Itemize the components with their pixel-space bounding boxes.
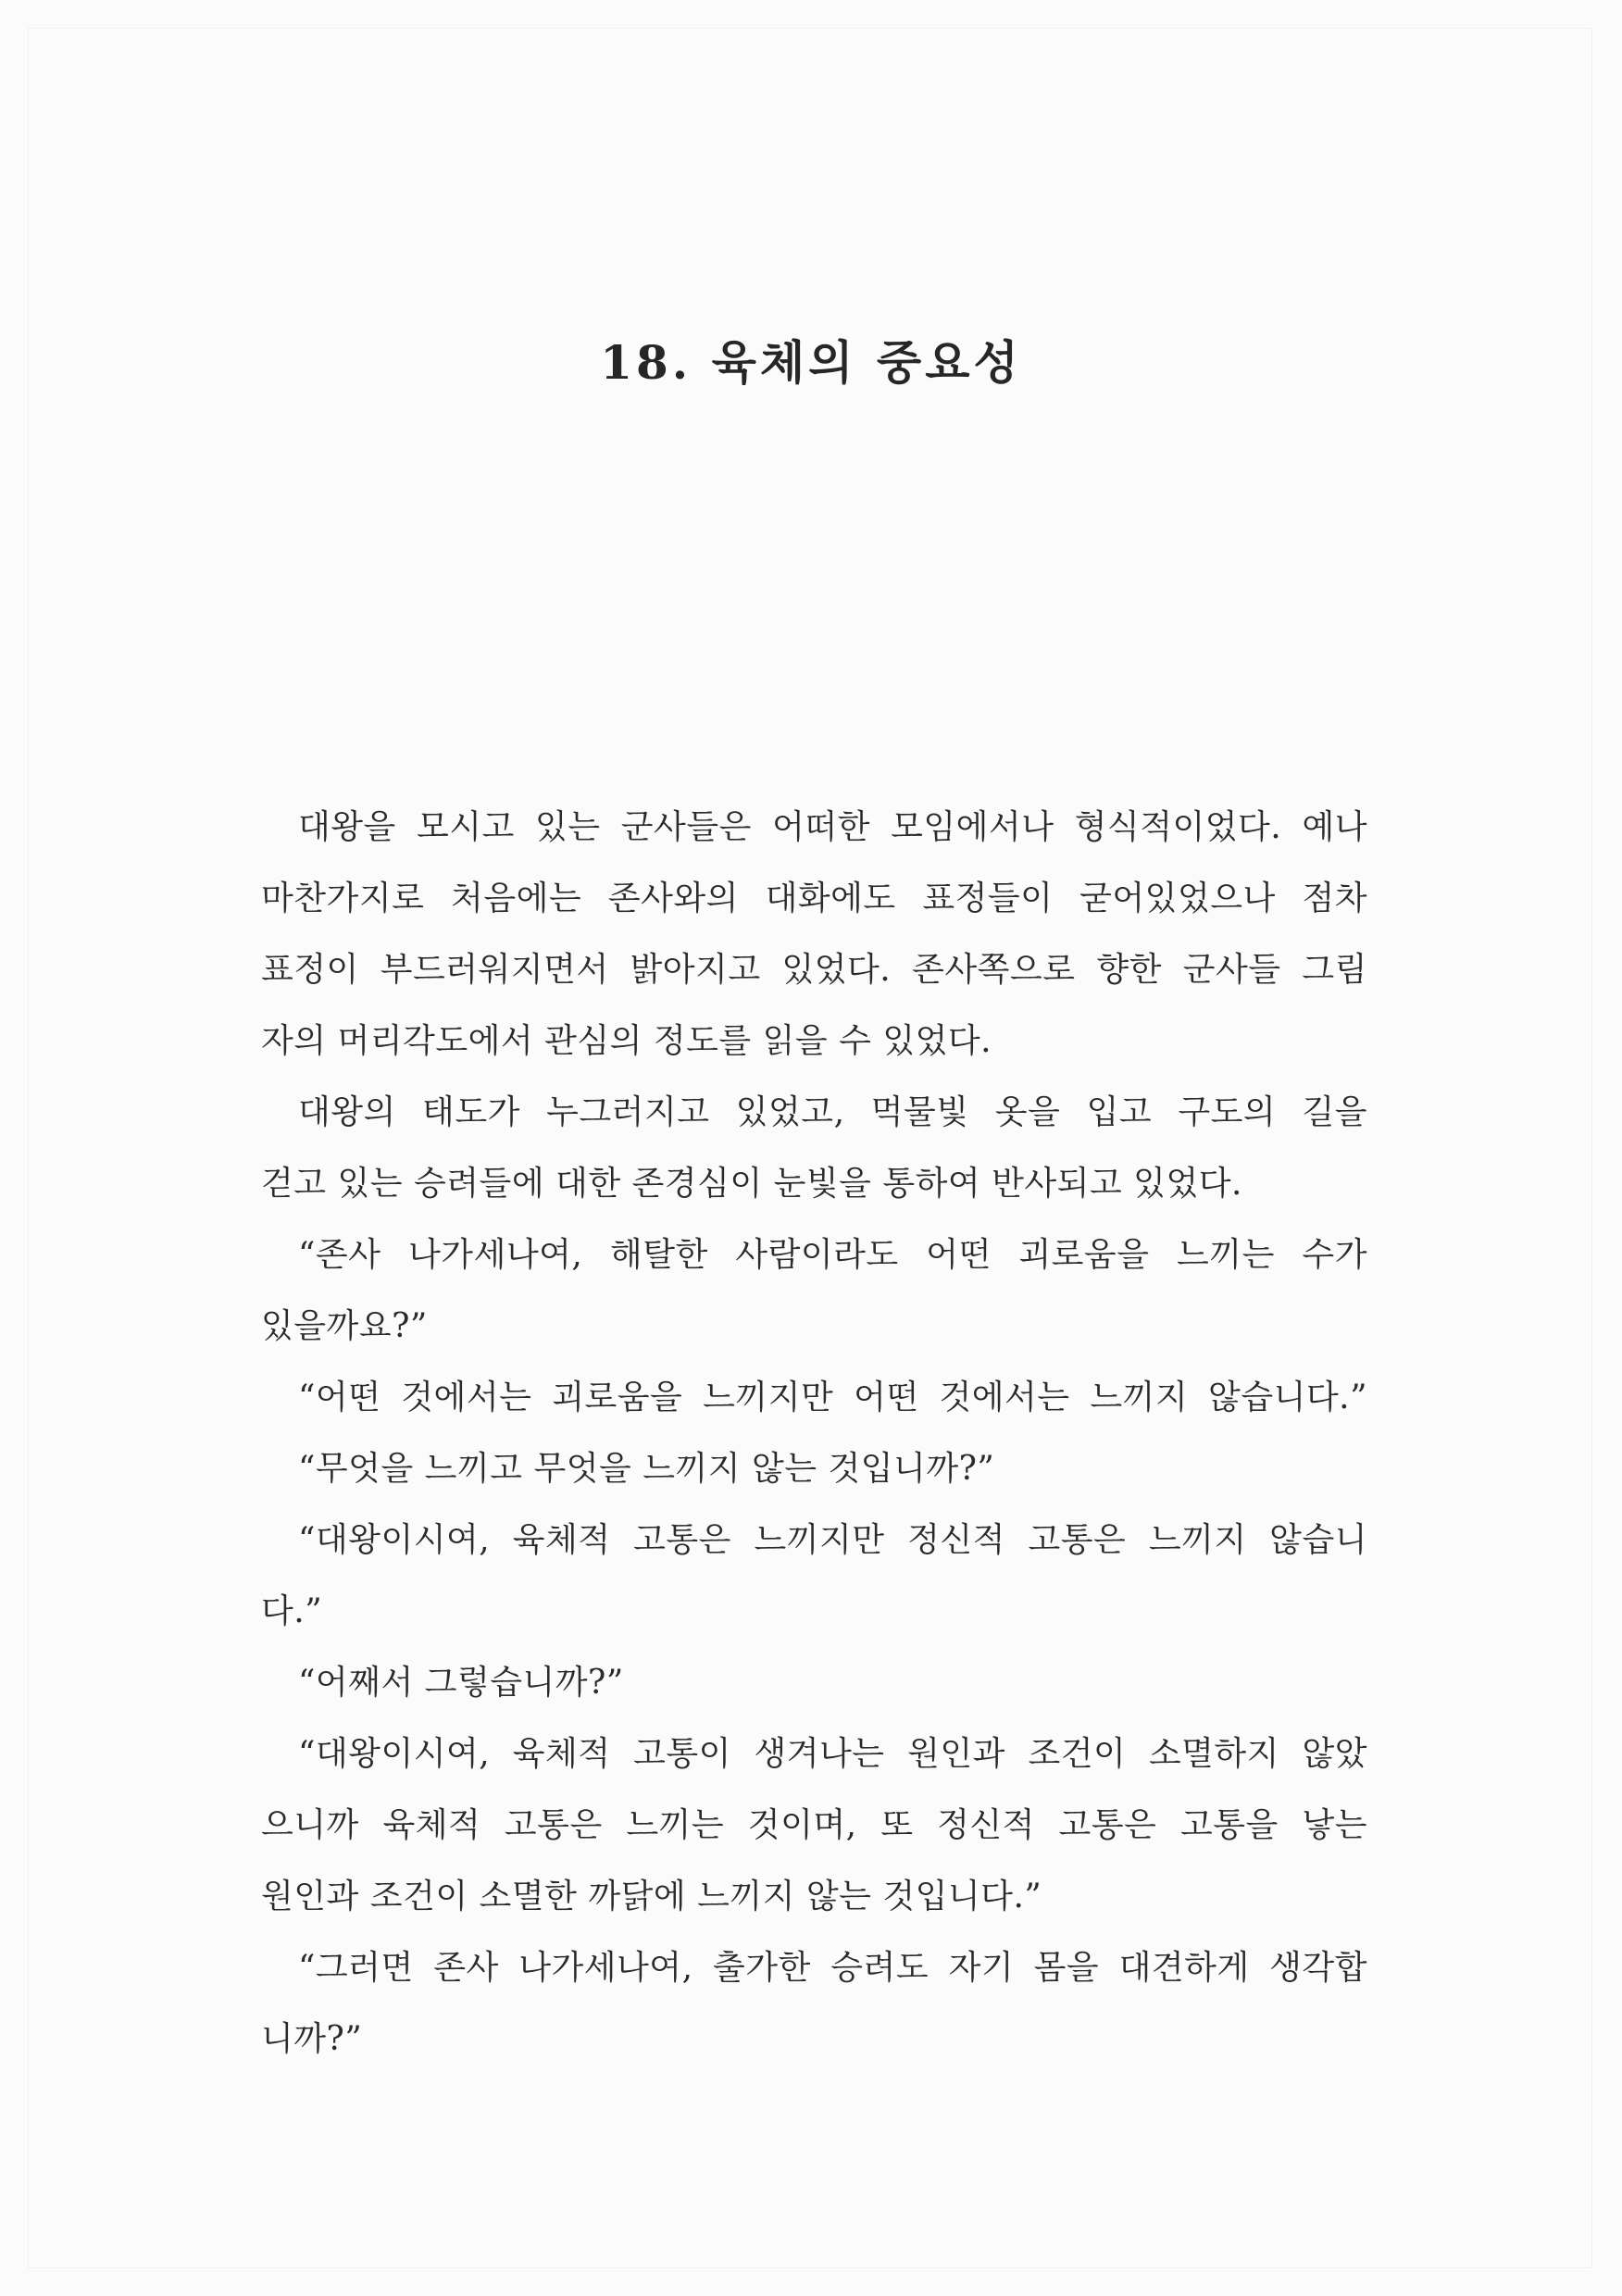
text-line: “대왕이시여, 육체적 고통이 생겨나는 원인과 조건이 소멸하지 않았	[298, 1735, 1367, 1773]
text-line: 자의 머리각도에서 관심의 정도를 읽을 수 있었다.	[261, 1022, 992, 1060]
text-line: 다.”	[261, 1592, 323, 1630]
text-line: 마찬가지로 처음에는 존사와의 대화에도 표정들이 굳어있었으나 점차	[261, 880, 1367, 917]
text-line: “어째서 그렇습니까?”	[298, 1664, 624, 1702]
body-text	[261, 792, 1367, 2075]
text-line: 니까?”	[261, 2020, 363, 2058]
text-line: 걷고 있는 승려들에 대한 존경심이 눈빛을 통하여 반사되고 있었다.	[261, 1165, 1242, 1203]
text-line: 원인과 조건이 소멸한 까닭에 느끼지 않는 것입니다.”	[261, 1878, 1042, 1915]
chapter-title: 18. 육체의 중요성	[600, 335, 1022, 390]
text-line: 있을까요?”	[261, 1307, 428, 1345]
text-line: “어떤 것에서는 괴로움을 느끼지만 어떤 것에서는 느끼지 않습니다.”	[298, 1379, 1367, 1416]
text-line: 대왕의 태도가 누그러지고 있었고, 먹물빛 옷을 입고 구도의 길을	[298, 1093, 1367, 1131]
text-line: “그러면 존사 나가세나여, 출가한 승려도 자기 몸을 대견하게 생각합	[298, 1949, 1367, 1987]
text-line: 으니까 육체적 고통은 느끼는 것이며, 또 정신적 고통은 고통을 낳는	[261, 1806, 1367, 1844]
text-line: “존사 나가세나여, 해탈한 사람이라도 어떤 괴로움을 느끼는 수가	[298, 1236, 1367, 1274]
text-line: “무엇을 느끼고 무엇을 느끼지 않는 것입니까?”	[298, 1450, 995, 1488]
text-line: 표정이 부드러워지면서 밝아지고 있었다. 존사쪽으로 향한 군사들 그림	[261, 951, 1367, 989]
text-line: “대왕이시여, 육체적 고통은 느끼지만 정신적 고통은 느끼지 않습니	[298, 1521, 1367, 1559]
text-line: 대왕을 모시고 있는 군사들은 어떠한 모임에서나 형식적이었다. 예나	[298, 808, 1367, 846]
